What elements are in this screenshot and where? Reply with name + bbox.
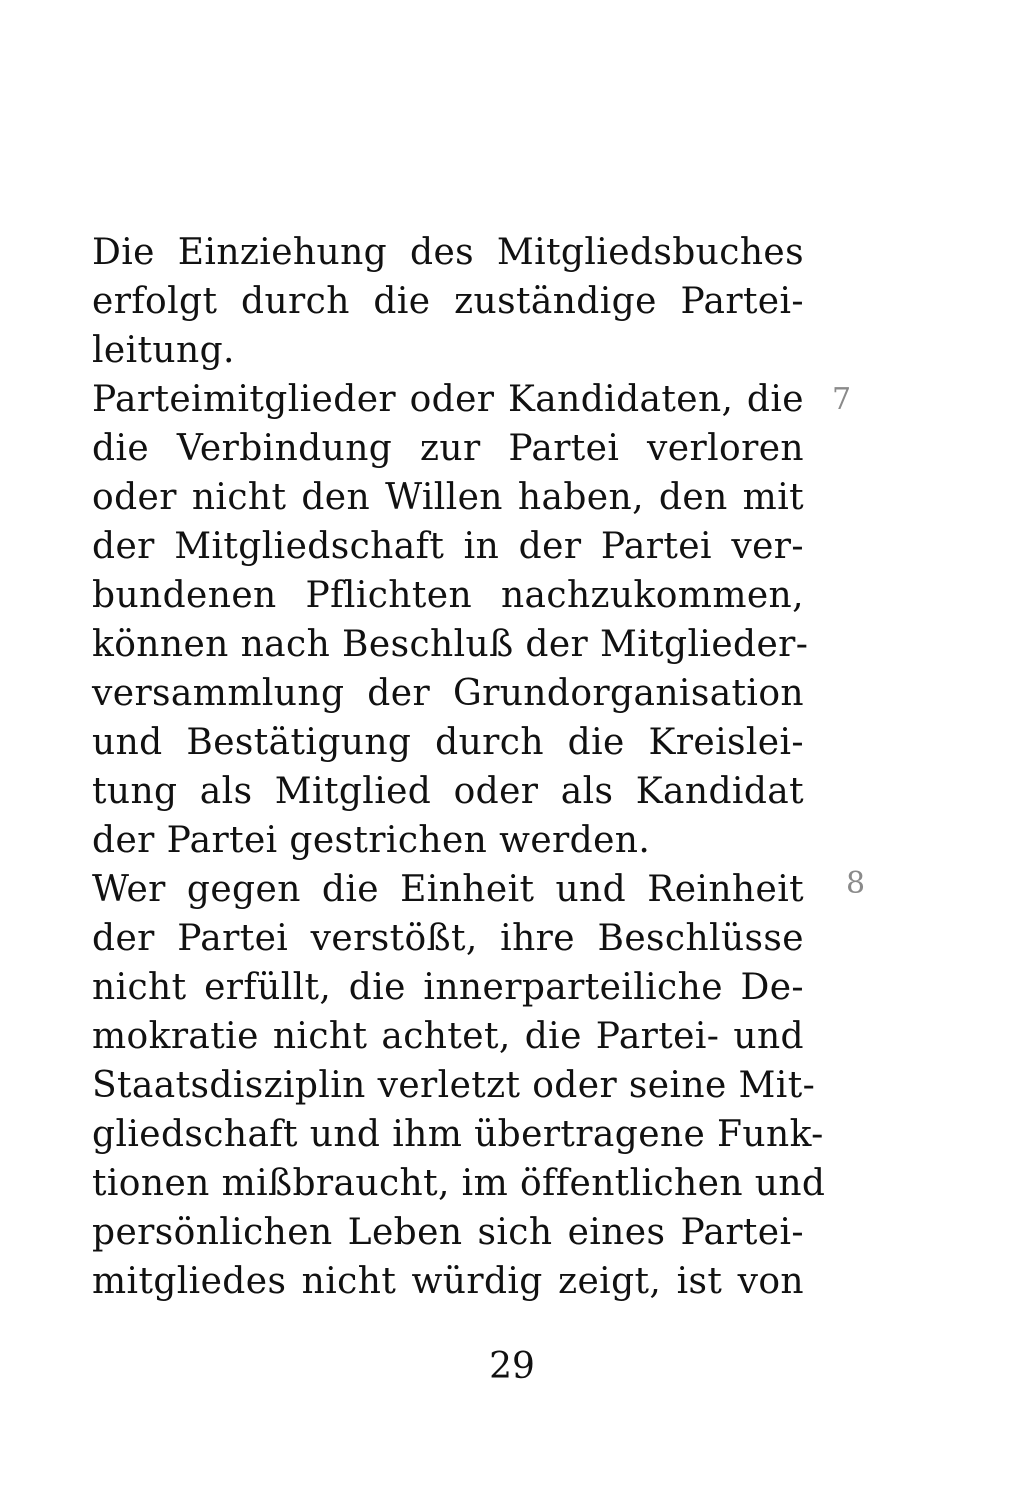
text-line: mitgliedes nicht würdig zeigt, ist von — [92, 1261, 804, 1302]
text-line: Wer gegen die Einheit und Reinheit — [92, 869, 804, 910]
text-line: persönlichen Leben sich eines Partei- — [92, 1212, 804, 1253]
text-line: der Partei gestrichen werden. — [92, 820, 651, 861]
text-line: oder nicht den Willen haben, den mit — [92, 477, 804, 518]
text-line: bundenen Pflichten nachzukommen, — [92, 575, 804, 616]
text-line: leitung. — [92, 330, 235, 371]
text-line: der Mitgliedschaft in der Partei ver- — [92, 526, 804, 567]
text-line: tung als Mitglied oder als Kandidat — [92, 771, 804, 812]
text-line: und Bestätigung durch die Kreislei- — [92, 722, 804, 763]
text-line: der Partei verstößt, ihre Beschlüsse — [92, 918, 804, 959]
text-line: Die Einziehung des Mitgliedsbuches — [92, 232, 804, 273]
text-line: Staatsdisziplin verletzt oder seine Mit- — [92, 1065, 816, 1106]
page-number: 29 — [489, 1346, 535, 1387]
text-line: gliedschaft und ihm übertragene Funk- — [92, 1114, 824, 1155]
text-line: versammlung der Grundorganisation — [92, 673, 804, 714]
text-line: können nach Beschluß der Mitglieder- — [92, 624, 809, 665]
text-line: erfolgt durch die zuständige Partei- — [92, 281, 804, 322]
text-line: Parteimitglieder oder Kandidaten, die — [92, 379, 804, 420]
text-line: mokratie nicht achtet, die Partei- und — [92, 1016, 804, 1057]
section-number-7: 7 — [832, 382, 852, 417]
section-number-8: 8 — [846, 866, 866, 901]
text-line: nicht erfüllt, die innerparteiliche De- — [92, 967, 804, 1008]
body-text — [92, 228, 838, 1306]
text-line: tionen mißbraucht, im öffentlichen und — [92, 1163, 826, 1204]
text-line: die Verbindung zur Partei verloren — [92, 428, 804, 469]
